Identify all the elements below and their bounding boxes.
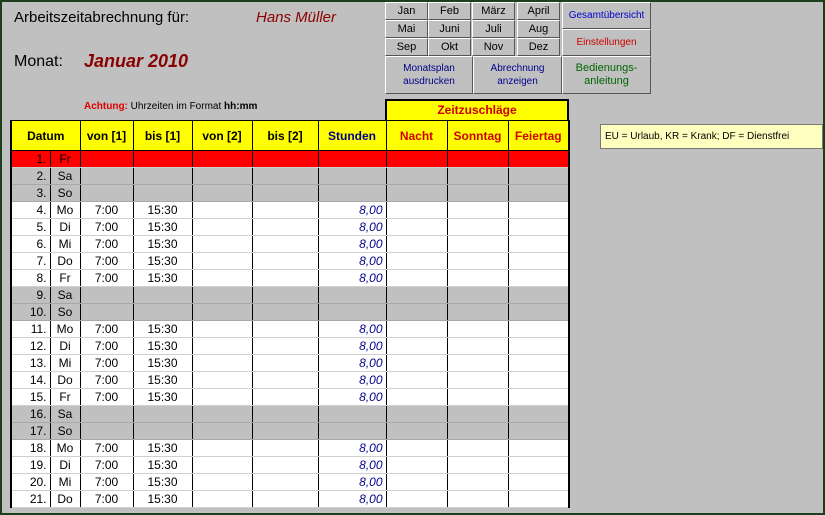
warning-format: hh:mm [224, 101, 258, 112]
bis1-cell[interactable]: 15:30 [133, 355, 192, 372]
hours-cell[interactable]: 8,00 [318, 202, 386, 219]
night-cell[interactable] [386, 287, 447, 304]
von1-cell[interactable]: 7:00 [80, 202, 133, 219]
hours-cell[interactable]: 8,00 [318, 440, 386, 457]
bis2-cell[interactable] [252, 372, 318, 389]
bis1-cell[interactable] [133, 151, 192, 168]
von1-cell[interactable]: 7:00 [80, 219, 133, 236]
title-label: Arbeitszeitabrechnung für: [14, 9, 190, 26]
weekday-cell[interactable]: Sa [50, 168, 80, 185]
month-button-jan[interactable]: Jan [385, 2, 428, 20]
day-number-cell[interactable]: 5. [11, 219, 50, 236]
day-number-cell[interactable]: 7. [11, 253, 50, 270]
bis2-cell[interactable] [252, 338, 318, 355]
sunday-cell[interactable] [447, 372, 508, 389]
holiday-cell[interactable] [508, 185, 569, 202]
night-cell[interactable] [386, 151, 447, 168]
von1-cell[interactable]: 7:00 [80, 457, 133, 474]
von1-cell[interactable]: 7:00 [80, 491, 133, 508]
von1-cell[interactable]: 7:00 [80, 236, 133, 253]
overview-button[interactable]: Gesamtübersicht [562, 2, 651, 29]
von1-cell[interactable] [80, 287, 133, 304]
sunday-cell[interactable] [447, 491, 508, 508]
month-button-may[interactable]: Mai [385, 20, 428, 38]
bis2-cell[interactable] [252, 406, 318, 423]
hours-cell[interactable] [318, 304, 386, 321]
hours-cell[interactable]: 8,00 [318, 389, 386, 406]
von2-cell[interactable] [192, 185, 252, 202]
day-number-cell[interactable]: 14. [11, 372, 50, 389]
von2-cell[interactable] [192, 406, 252, 423]
von1-cell[interactable] [80, 185, 133, 202]
hours-cell[interactable]: 8,00 [318, 372, 386, 389]
table-row [11, 406, 569, 423]
holiday-cell[interactable] [508, 372, 569, 389]
sunday-cell[interactable] [447, 236, 508, 253]
von1-cell[interactable]: 7:00 [80, 389, 133, 406]
hours-cell[interactable] [318, 406, 386, 423]
table-row [11, 287, 569, 304]
von2-cell[interactable] [192, 304, 252, 321]
weekday-cell[interactable]: Do [50, 491, 80, 508]
holiday-cell[interactable] [508, 236, 569, 253]
hours-cell[interactable]: 8,00 [318, 338, 386, 355]
table-row [11, 372, 569, 389]
sunday-cell[interactable] [447, 474, 508, 491]
bis2-cell[interactable] [252, 287, 318, 304]
day-number-cell[interactable]: 9. [11, 287, 50, 304]
bis1-cell[interactable]: 15:30 [133, 236, 192, 253]
von1-cell[interactable]: 7:00 [80, 253, 133, 270]
header-datum: Datum [11, 121, 80, 151]
sunday-cell[interactable] [447, 406, 508, 423]
holiday-cell[interactable] [508, 423, 569, 440]
surcharges-header: Zeitzuschläge [385, 99, 569, 122]
von2-cell[interactable] [192, 168, 252, 185]
table-row [11, 168, 569, 185]
bis1-cell[interactable]: 15:30 [133, 219, 192, 236]
sunday-cell[interactable] [447, 440, 508, 457]
weekday-cell[interactable]: Sa [50, 406, 80, 423]
table-row [11, 304, 569, 321]
night-cell[interactable] [386, 321, 447, 338]
sunday-cell[interactable] [447, 321, 508, 338]
von2-cell[interactable] [192, 457, 252, 474]
month-label: Monat: [14, 53, 63, 70]
weekday-cell[interactable]: So [50, 304, 80, 321]
weekday-cell[interactable]: Di [50, 219, 80, 236]
day-number-cell[interactable]: 13. [11, 355, 50, 372]
von1-cell[interactable] [80, 406, 133, 423]
bis2-cell[interactable] [252, 321, 318, 338]
holiday-cell[interactable] [508, 406, 569, 423]
hours-cell[interactable] [318, 168, 386, 185]
month-button-sep[interactable]: Sep [385, 38, 428, 56]
von2-cell[interactable] [192, 270, 252, 287]
day-number-cell[interactable]: 16. [11, 406, 50, 423]
format-warning [84, 101, 257, 112]
month-button-jun[interactable]: Juni [428, 20, 471, 38]
header-sonntag: Sonntag [447, 121, 508, 151]
bis1-cell[interactable]: 15:30 [133, 389, 192, 406]
sunday-cell[interactable] [447, 423, 508, 440]
bis2-cell[interactable] [252, 440, 318, 457]
sunday-cell[interactable] [447, 219, 508, 236]
weekday-cell[interactable]: Di [50, 457, 80, 474]
bis2-cell[interactable] [252, 389, 318, 406]
bis2-cell[interactable] [252, 355, 318, 372]
day-number-cell[interactable]: 17. [11, 423, 50, 440]
weekday-cell[interactable]: Mi [50, 236, 80, 253]
von2-cell[interactable] [192, 474, 252, 491]
settings-button[interactable]: Einstellungen [562, 29, 651, 56]
month-button-apr[interactable]: April [517, 2, 560, 20]
hours-cell[interactable]: 8,00 [318, 253, 386, 270]
bis2-cell[interactable] [252, 457, 318, 474]
weekday-cell[interactable]: So [50, 185, 80, 202]
night-cell[interactable] [386, 491, 447, 508]
hours-cell[interactable]: 8,00 [318, 236, 386, 253]
von1-cell[interactable]: 7:00 [80, 474, 133, 491]
bis1-cell[interactable]: 15:30 [133, 474, 192, 491]
table-row [11, 202, 569, 219]
night-cell[interactable] [386, 270, 447, 287]
holiday-cell[interactable] [508, 338, 569, 355]
von2-cell[interactable] [192, 253, 252, 270]
bis2-cell[interactable] [252, 236, 318, 253]
table-row [11, 355, 569, 372]
bis2-cell[interactable] [252, 304, 318, 321]
night-cell[interactable] [386, 219, 447, 236]
day-number-cell[interactable]: 3. [11, 185, 50, 202]
holiday-cell[interactable] [508, 151, 569, 168]
night-cell[interactable] [386, 304, 447, 321]
bis2-cell[interactable] [252, 491, 318, 508]
hours-cell[interactable]: 8,00 [318, 355, 386, 372]
weekday-cell[interactable]: Do [50, 372, 80, 389]
von2-cell[interactable] [192, 287, 252, 304]
von1-cell[interactable]: 7:00 [80, 355, 133, 372]
night-cell[interactable] [386, 253, 447, 270]
night-cell[interactable] [386, 236, 447, 253]
weekday-cell[interactable]: So [50, 423, 80, 440]
von2-cell[interactable] [192, 236, 252, 253]
von2-cell[interactable] [192, 355, 252, 372]
month-button-dec[interactable]: Dez [517, 38, 560, 56]
table-row [11, 474, 569, 491]
night-cell[interactable] [386, 185, 447, 202]
von1-cell[interactable]: 7:00 [80, 440, 133, 457]
month-button-nov[interactable]: Nov [472, 38, 515, 56]
bis2-cell[interactable] [252, 253, 318, 270]
bis1-cell[interactable] [133, 423, 192, 440]
von2-cell[interactable] [192, 423, 252, 440]
holiday-cell[interactable] [508, 219, 569, 236]
night-cell[interactable] [386, 372, 447, 389]
von2-cell[interactable] [192, 338, 252, 355]
weekday-cell[interactable]: Mo [50, 440, 80, 457]
header-stunden: Stunden [318, 121, 386, 151]
month-button-aug[interactable]: Aug [517, 20, 560, 38]
sunday-cell[interactable] [447, 457, 508, 474]
weekday-cell[interactable]: Fr [50, 270, 80, 287]
night-cell[interactable] [386, 202, 447, 219]
table-row [11, 338, 569, 355]
sunday-cell[interactable] [447, 338, 508, 355]
von1-cell[interactable]: 7:00 [80, 338, 133, 355]
table-row [11, 151, 569, 168]
holiday-cell[interactable] [508, 202, 569, 219]
night-cell[interactable] [386, 440, 447, 457]
weekday-cell[interactable]: Sa [50, 287, 80, 304]
von2-cell[interactable] [192, 202, 252, 219]
von2-cell[interactable] [192, 491, 252, 508]
sunday-cell[interactable] [447, 270, 508, 287]
von2-cell[interactable] [192, 151, 252, 168]
warning-prefix: Achtung: [84, 101, 128, 112]
von1-cell[interactable] [80, 304, 133, 321]
table-body [11, 151, 569, 508]
bis2-cell[interactable] [252, 219, 318, 236]
bis1-cell[interactable]: 15:30 [133, 372, 192, 389]
header-feiertag: Feiertag [508, 121, 569, 151]
von2-cell[interactable] [192, 321, 252, 338]
day-number-cell[interactable]: 20. [11, 474, 50, 491]
header-bis2: bis [2] [252, 121, 318, 151]
von1-cell[interactable] [80, 151, 133, 168]
bis2-cell[interactable] [252, 474, 318, 491]
weekday-cell[interactable]: Mo [50, 202, 80, 219]
day-number-cell[interactable]: 19. [11, 457, 50, 474]
weekday-cell[interactable]: Mi [50, 355, 80, 372]
header-bis1: bis [1] [133, 121, 192, 151]
table-row [11, 440, 569, 457]
day-number-cell[interactable]: 15. [11, 389, 50, 406]
holiday-cell[interactable] [508, 168, 569, 185]
bis2-cell[interactable] [252, 168, 318, 185]
von1-cell[interactable]: 7:00 [80, 372, 133, 389]
hours-cell[interactable]: 8,00 [318, 491, 386, 508]
header-von2: von [2] [192, 121, 252, 151]
night-cell[interactable] [386, 474, 447, 491]
holiday-cell[interactable] [508, 253, 569, 270]
table-header-row [11, 121, 569, 151]
warning-text: Uhrzeiten im Format [127, 101, 225, 112]
holiday-cell[interactable] [508, 321, 569, 338]
hours-cell[interactable] [318, 185, 386, 202]
hours-cell[interactable]: 8,00 [318, 321, 386, 338]
von1-cell[interactable] [80, 168, 133, 185]
month-button-feb[interactable]: Feb [428, 2, 471, 20]
month-button-jul[interactable]: Juli [472, 20, 515, 38]
weekday-cell[interactable]: Mi [50, 474, 80, 491]
table-row [11, 253, 569, 270]
von1-cell[interactable] [80, 423, 133, 440]
sunday-cell[interactable] [447, 151, 508, 168]
day-number-cell[interactable]: 10. [11, 304, 50, 321]
show-billing-button[interactable]: Abrechnung anzeigen [473, 56, 562, 94]
bis2-cell[interactable] [252, 185, 318, 202]
hours-cell[interactable] [318, 151, 386, 168]
bis1-cell[interactable] [133, 168, 192, 185]
bis1-cell[interactable] [133, 185, 192, 202]
bis1-cell[interactable]: 15:30 [133, 457, 192, 474]
bis1-cell[interactable]: 15:30 [133, 253, 192, 270]
von1-cell[interactable]: 7:00 [80, 321, 133, 338]
table-row [11, 321, 569, 338]
sunday-cell[interactable] [447, 185, 508, 202]
hours-cell[interactable]: 8,00 [318, 457, 386, 474]
table-row [11, 423, 569, 440]
bis1-cell[interactable]: 15:30 [133, 321, 192, 338]
weekday-cell[interactable]: Mo [50, 321, 80, 338]
day-number-cell[interactable]: 21. [11, 491, 50, 508]
holiday-cell[interactable] [508, 355, 569, 372]
timesheet-table [10, 120, 570, 508]
holiday-cell[interactable] [508, 287, 569, 304]
bis1-cell[interactable]: 15:30 [133, 338, 192, 355]
von2-cell[interactable] [192, 219, 252, 236]
hours-cell[interactable] [318, 287, 386, 304]
table-row [11, 236, 569, 253]
night-cell[interactable] [386, 457, 447, 474]
night-cell[interactable] [386, 423, 447, 440]
day-number-cell[interactable]: 8. [11, 270, 50, 287]
weekday-cell[interactable]: Fr [50, 389, 80, 406]
day-number-cell[interactable]: 11. [11, 321, 50, 338]
bis1-cell[interactable]: 15:30 [133, 202, 192, 219]
day-number-cell[interactable]: 12. [11, 338, 50, 355]
hours-cell[interactable]: 8,00 [318, 270, 386, 287]
table-row [11, 219, 569, 236]
night-cell[interactable] [386, 406, 447, 423]
month-value[interactable]: Januar 2010 [84, 51, 189, 71]
month-button-mar[interactable]: März [472, 2, 515, 20]
day-number-cell[interactable]: 18. [11, 440, 50, 457]
holiday-cell[interactable] [508, 270, 569, 287]
sunday-cell[interactable] [447, 168, 508, 185]
sunday-cell[interactable] [447, 202, 508, 219]
hours-cell[interactable]: 8,00 [318, 219, 386, 236]
legend-box: EU = Urlaub, KR = Krank; DF = Dienstfrei [600, 124, 823, 149]
bis1-cell[interactable] [133, 304, 192, 321]
table-row [11, 457, 569, 474]
bis1-cell[interactable]: 15:30 [133, 270, 192, 287]
von2-cell[interactable] [192, 372, 252, 389]
holiday-cell[interactable] [508, 474, 569, 491]
bis1-cell[interactable]: 15:30 [133, 491, 192, 508]
month-button-oct[interactable]: Okt [428, 38, 471, 56]
bis1-cell[interactable] [133, 287, 192, 304]
table-row [11, 270, 569, 287]
hours-cell[interactable] [318, 423, 386, 440]
night-cell[interactable] [386, 389, 447, 406]
von2-cell[interactable] [192, 389, 252, 406]
weekday-cell[interactable]: Di [50, 338, 80, 355]
table-row [11, 185, 569, 202]
print-month-button[interactable]: Monatsplan ausdrucken [385, 56, 473, 94]
manual-button[interactable]: Bedienungs-anleitung [562, 56, 651, 94]
holiday-cell[interactable] [508, 440, 569, 457]
holiday-cell[interactable] [508, 304, 569, 321]
sunday-cell[interactable] [447, 389, 508, 406]
bis1-cell[interactable]: 15:30 [133, 440, 192, 457]
day-number-cell[interactable]: 4. [11, 202, 50, 219]
day-number-cell[interactable]: 2. [11, 168, 50, 185]
weekday-cell[interactable]: Do [50, 253, 80, 270]
header-nacht: Nacht [386, 121, 447, 151]
header-von1: von [1] [80, 121, 133, 151]
bis1-cell[interactable] [133, 406, 192, 423]
holiday-cell[interactable] [508, 389, 569, 406]
hours-cell[interactable]: 8,00 [318, 474, 386, 491]
von1-cell[interactable]: 7:00 [80, 270, 133, 287]
sunday-cell[interactable] [447, 355, 508, 372]
bis2-cell[interactable] [252, 423, 318, 440]
bis2-cell[interactable] [252, 202, 318, 219]
night-cell[interactable] [386, 168, 447, 185]
von2-cell[interactable] [192, 440, 252, 457]
table-row [11, 491, 569, 508]
holiday-cell[interactable] [508, 457, 569, 474]
table-row [11, 389, 569, 406]
sunday-cell[interactable] [447, 253, 508, 270]
day-number-cell[interactable]: 1. [11, 151, 50, 168]
bis2-cell[interactable] [252, 270, 318, 287]
day-number-cell[interactable]: 6. [11, 236, 50, 253]
weekday-cell[interactable]: Fr [50, 151, 80, 168]
holiday-cell[interactable] [508, 491, 569, 508]
night-cell[interactable] [386, 355, 447, 372]
sunday-cell[interactable] [447, 287, 508, 304]
employee-name[interactable]: Hans Müller [256, 9, 337, 26]
sunday-cell[interactable] [447, 304, 508, 321]
bis2-cell[interactable] [252, 151, 318, 168]
night-cell[interactable] [386, 338, 447, 355]
